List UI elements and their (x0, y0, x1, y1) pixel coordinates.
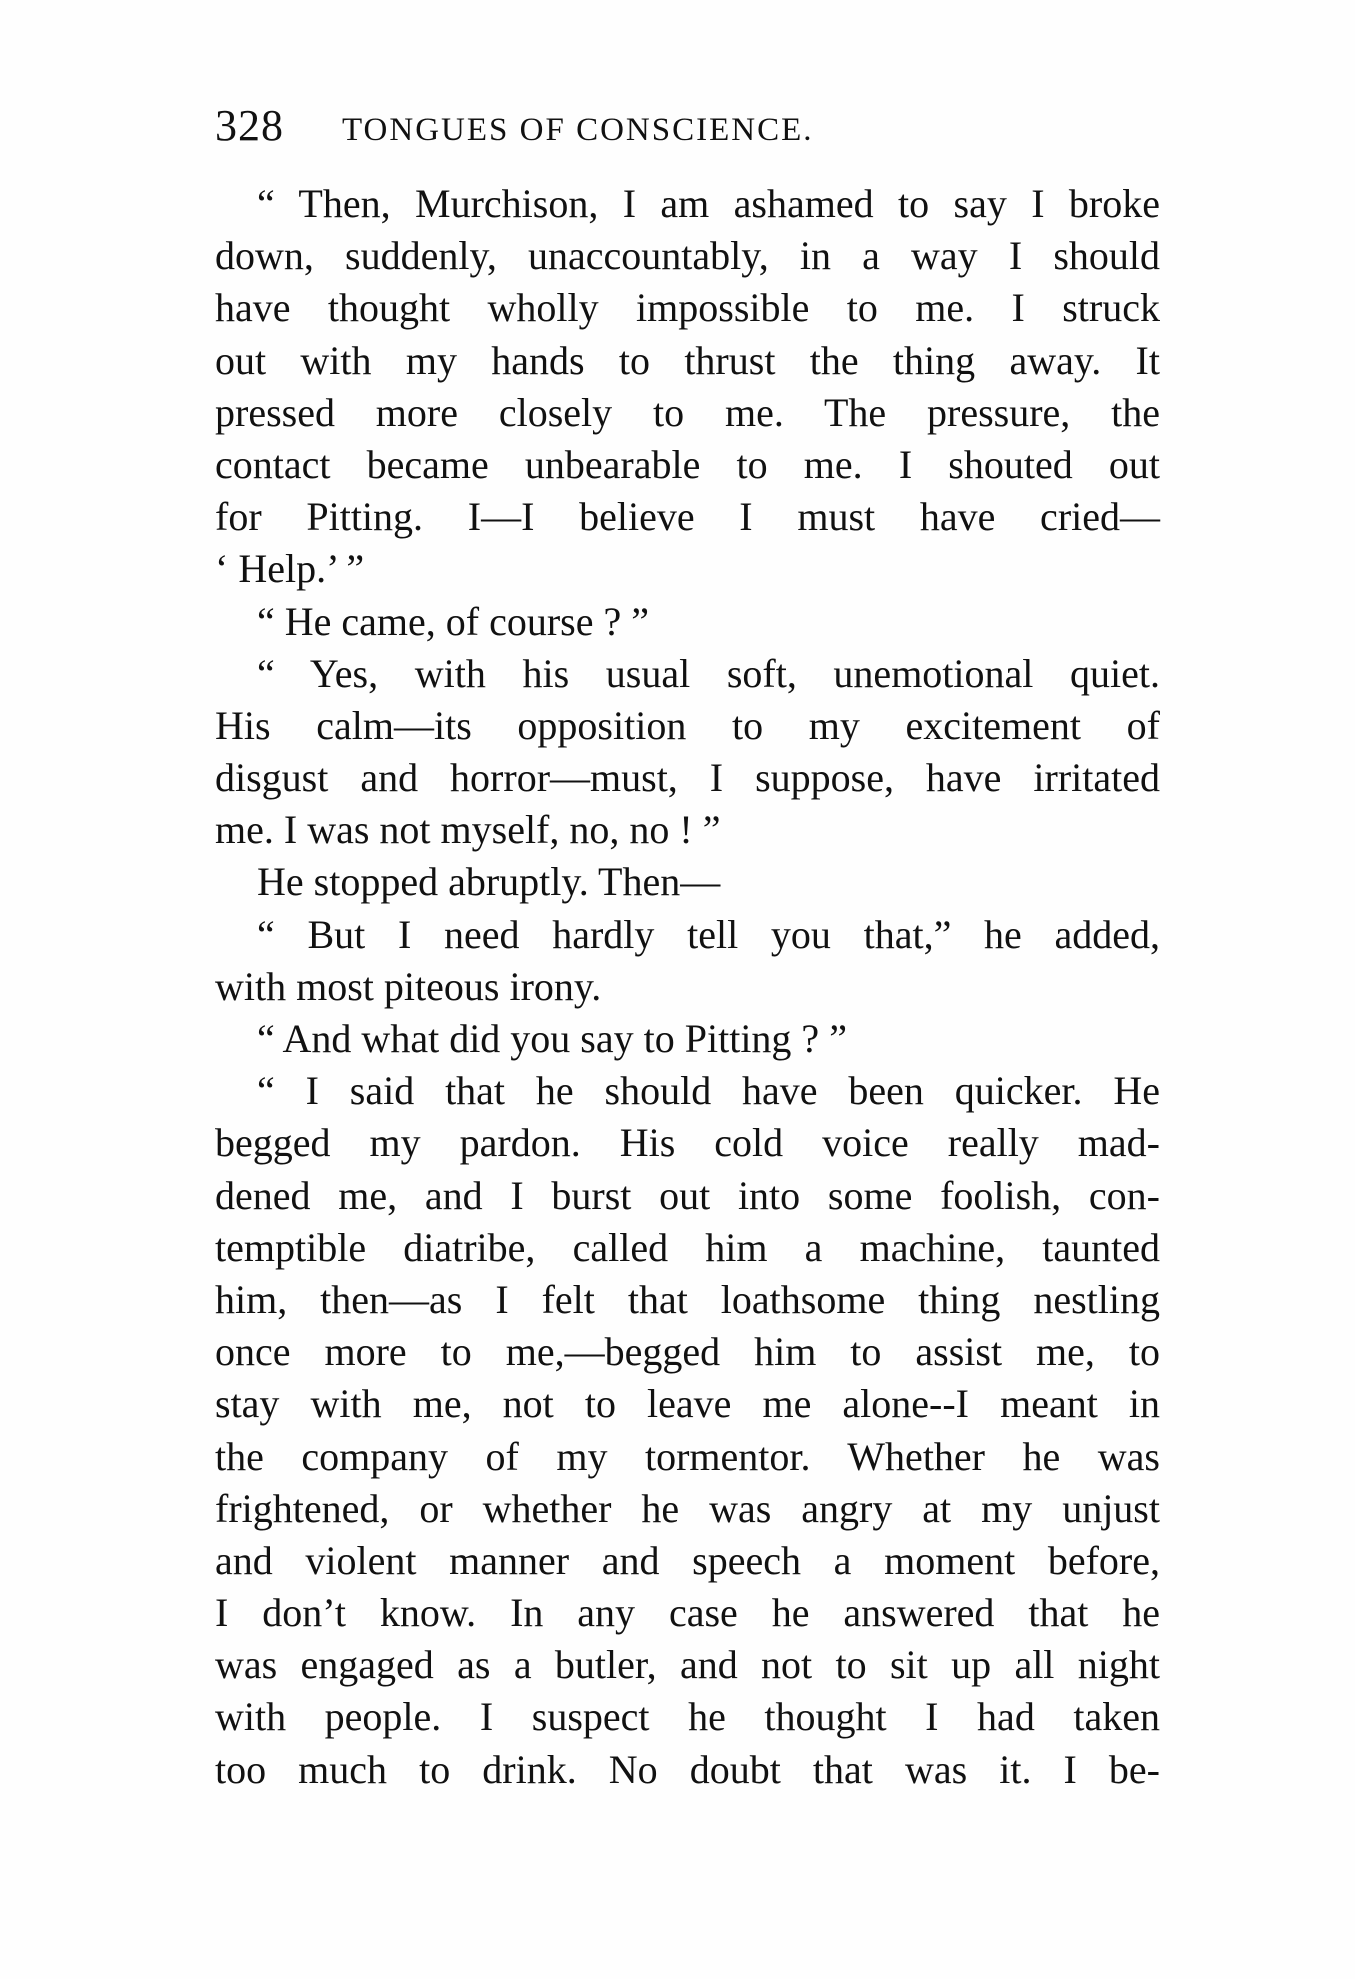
text-line: temptible diatribe, called him a machine, taunted (215, 1224, 1160, 1270)
text-line: with people. I suspect he thought I had taken (215, 1694, 1160, 1740)
text-line: was engaged as a butler, and not to sit up all night (215, 1642, 1160, 1688)
text-line: I don’t know. In any case he answered that he (215, 1590, 1160, 1636)
text-line: “ Yes, with his usual soft, unemotional quiet. (257, 650, 1160, 696)
text-line: contact became unbearable to me. I shouted out (215, 441, 1160, 487)
text-line: His calm—its opposition to my excitement of (215, 702, 1160, 748)
text-line: ‘ Help.’ ” (215, 546, 365, 592)
text-line: with most piteous irony. (215, 963, 602, 1009)
text-line: begged my pardon. His cold voice really mad- (215, 1120, 1160, 1166)
text-line: have thought wholly impossible to me. I struck (215, 285, 1160, 331)
text-line: “ Then, Murchison, I am ashamed to say I broke (257, 181, 1160, 226)
text-line: dened me, and I burst out into some foolish, con- (215, 1172, 1160, 1218)
page-number: 328 (215, 101, 284, 150)
text-line: him, then—as I felt that loathsome thing nestling (215, 1276, 1160, 1322)
text-line: for Pitting. I—I believe I must have cried— (215, 494, 1160, 540)
text-line: “ And what did you say to Pitting ? ” (257, 1016, 847, 1061)
text-line: disgust and horror—must, I suppose, have irritated (215, 755, 1160, 801)
text-line: “ But I need hardly tell you that,” he added, (257, 911, 1160, 957)
running-head (215, 100, 1155, 160)
text-line: out with my hands to thrust the thing away. It (215, 337, 1160, 383)
text-line: me. I was not myself, no, no ! ” (215, 807, 721, 853)
text-line: down, suddenly, unaccountably, in a way I should (215, 233, 1160, 279)
running-title: TONGUES OF CONSCIENCE. (342, 112, 814, 148)
text-line: stay with me, not to leave me alone--I meant in (215, 1381, 1160, 1427)
text-line: “ He came, of course ? ” (257, 598, 649, 644)
body-text (215, 178, 1160, 1796)
text-line: the company of my tormentor. Whether he was (215, 1433, 1160, 1479)
text-line: and violent manner and speech a moment before, (215, 1537, 1160, 1583)
text-line: pressed more closely to me. The pressure, the (215, 389, 1160, 435)
text-line: too much to drink. No doubt that was it. I be- (215, 1746, 1160, 1792)
text-line: “ I said that he should have been quicker. He (257, 1068, 1160, 1114)
text-line: frightened, or whether he was angry at my unjust (215, 1485, 1160, 1531)
text-line: once more to me,—begged him to assist me, to (215, 1329, 1160, 1375)
text-line: He stopped abruptly. Then— (257, 859, 721, 905)
